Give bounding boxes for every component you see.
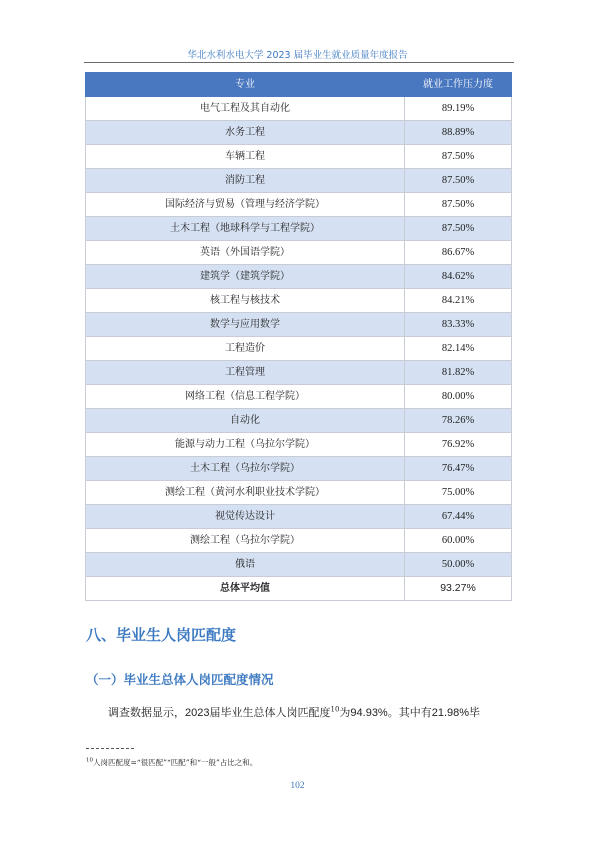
major-cell: 工程管理 bbox=[86, 361, 405, 385]
rate-cell: 81.82% bbox=[405, 361, 512, 385]
rate-cell: 84.21% bbox=[405, 289, 512, 313]
rate-cell: 75.00% bbox=[405, 481, 512, 505]
summary-rate: 93.27% bbox=[405, 577, 512, 601]
paragraph-text-5: 毕 bbox=[469, 706, 481, 719]
running-header: 华北水利水电大学 2023 届毕业生就业质量年度报告 bbox=[187, 50, 408, 61]
major-cell: 测绘工程（黄河水利职业技术学院） bbox=[86, 481, 405, 505]
table-row bbox=[86, 433, 512, 457]
table-row bbox=[86, 145, 512, 169]
major-stats-table bbox=[85, 72, 512, 601]
paragraph-value-1: 94.93% bbox=[350, 707, 388, 719]
major-cell: 视觉传达设计 bbox=[86, 505, 405, 529]
rate-cell: 50.00% bbox=[405, 553, 512, 577]
major-cell: 消防工程 bbox=[86, 169, 405, 193]
rate-cell: 80.00% bbox=[405, 385, 512, 409]
table-row bbox=[86, 505, 512, 529]
major-cell: 车辆工程 bbox=[86, 145, 405, 169]
table-row bbox=[86, 241, 512, 265]
table-body bbox=[86, 97, 512, 601]
rate-cell: 82.14% bbox=[405, 337, 512, 361]
major-cell: 工程造价 bbox=[86, 337, 405, 361]
rate-cell: 67.44% bbox=[405, 505, 512, 529]
table-row bbox=[86, 553, 512, 577]
table-row bbox=[86, 313, 512, 337]
paragraph-text-1: 调查数据显示， bbox=[108, 706, 185, 719]
major-cell: 土木工程（乌拉尔学院） bbox=[86, 457, 405, 481]
rate-cell: 76.47% bbox=[405, 457, 512, 481]
table-row bbox=[86, 169, 512, 193]
major-cell: 水务工程 bbox=[86, 121, 405, 145]
column-header-major: 专业 bbox=[86, 73, 405, 97]
rate-cell: 83.33% bbox=[405, 313, 512, 337]
major-cell: 网络工程（信息工程学院） bbox=[86, 385, 405, 409]
table-row bbox=[86, 481, 512, 505]
footnote-reference[interactable]: 10 bbox=[330, 705, 340, 714]
footnote-number: 10 bbox=[86, 757, 93, 764]
subsection-heading: （一）毕业生总体人岗匹配度情况 bbox=[86, 672, 274, 687]
major-cell: 核工程与核技术 bbox=[86, 289, 405, 313]
rate-cell: 87.50% bbox=[405, 169, 512, 193]
table-row bbox=[86, 529, 512, 553]
major-cell: 国际经济与贸易（管理与经济学院） bbox=[86, 193, 405, 217]
major-cell: 土木工程（地球科学与工程学院） bbox=[86, 217, 405, 241]
major-cell: 建筑学（建筑学院） bbox=[86, 265, 405, 289]
paragraph-text-4: 。其中有 bbox=[387, 706, 432, 719]
paragraph-text-3: 为 bbox=[339, 706, 351, 719]
paragraph-year: 2023 bbox=[185, 707, 210, 719]
table-row bbox=[86, 289, 512, 313]
major-cell: 俄语 bbox=[86, 553, 405, 577]
column-header-rate: 就业工作压力度 bbox=[405, 73, 512, 97]
rate-cell: 78.26% bbox=[405, 409, 512, 433]
table-row bbox=[86, 409, 512, 433]
table-row bbox=[86, 265, 512, 289]
major-cell: 测绘工程（乌拉尔学院） bbox=[86, 529, 405, 553]
rate-cell: 87.50% bbox=[405, 217, 512, 241]
footnote-text: 人岗匹配度=“很匹配”“匹配”和“一般”占比之和。 bbox=[93, 758, 258, 767]
summary-row bbox=[86, 577, 512, 601]
table-row bbox=[86, 337, 512, 361]
rate-cell: 88.89% bbox=[405, 121, 512, 145]
major-cell: 电气工程及其自动化 bbox=[86, 97, 405, 121]
rate-cell: 87.50% bbox=[405, 193, 512, 217]
major-cell: 自动化 bbox=[86, 409, 405, 433]
table-row bbox=[86, 97, 512, 121]
table-row bbox=[86, 121, 512, 145]
rate-cell: 84.62% bbox=[405, 265, 512, 289]
body-paragraph bbox=[108, 705, 518, 721]
rate-cell: 87.50% bbox=[405, 145, 512, 169]
page-number: 102 bbox=[290, 781, 305, 791]
table-row bbox=[86, 385, 512, 409]
paragraph-text-2: 届毕业生总体人岗匹配度 bbox=[209, 706, 331, 719]
table-row bbox=[86, 193, 512, 217]
major-cell: 数学与应用数学 bbox=[86, 313, 405, 337]
rate-cell: 86.67% bbox=[405, 241, 512, 265]
rate-cell: 89.19% bbox=[405, 97, 512, 121]
header-rule bbox=[84, 62, 514, 63]
paragraph-value-2: 21.98% bbox=[431, 707, 470, 719]
footnote bbox=[86, 757, 257, 768]
major-cell: 能源与动力工程（乌拉尔学院） bbox=[86, 433, 405, 457]
rate-cell: 60.00% bbox=[405, 529, 512, 553]
summary-label: 总体平均值 bbox=[86, 577, 405, 601]
major-cell: 英语（外国语学院） bbox=[86, 241, 405, 265]
footnote-rule bbox=[86, 748, 134, 749]
table-row bbox=[86, 361, 512, 385]
table-row bbox=[86, 457, 512, 481]
section-heading: 八、毕业生人岗匹配度 bbox=[86, 626, 237, 644]
table-row bbox=[86, 217, 512, 241]
table-header-row bbox=[86, 73, 512, 97]
rate-cell: 76.92% bbox=[405, 433, 512, 457]
